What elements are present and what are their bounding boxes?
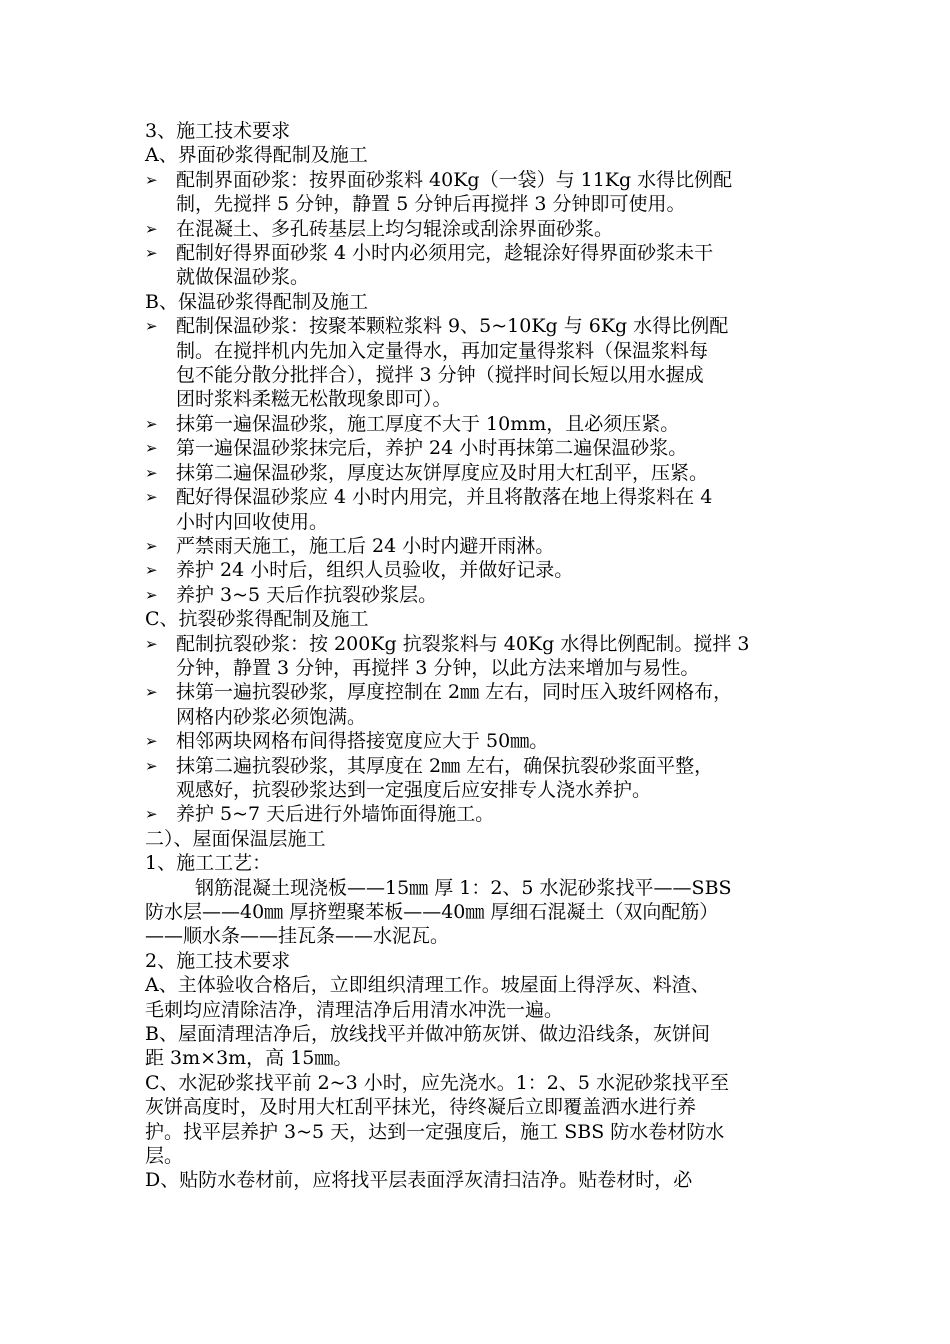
list-item — [145, 802, 825, 826]
section-a-list — [145, 168, 825, 290]
list-item — [145, 583, 825, 607]
arrow-bullet-icon: ➢ — [145, 536, 158, 555]
arrow-bullet-icon: ➢ — [145, 219, 158, 238]
arrow-bullet-icon: ➢ — [145, 488, 158, 507]
arrow-bullet-icon: ➢ — [145, 244, 158, 263]
list-item-text: 养护 3~5 天后作抗裂砂浆层。 — [176, 583, 438, 606]
list-item-text: 配制抗裂砂浆：按 200Kg 抗裂浆料与 40Kg 水得比例配制。搅拌 3 分钟，静置 3 分钟，再搅拌 3 分钟，以此方法来增加与易性。 — [176, 632, 750, 679]
paragraph-b: B、屋面清理洁净后，放线找平并做冲筋灰饼、做边沿线条，灰饼间 距 3m×3m，高 15㎜。 — [145, 1023, 710, 1070]
list-item-text: 抹第一遍保温砂浆，施工厚度不大于 10mm，且必须压紧。 — [176, 412, 680, 435]
arrow-bullet-icon: ➢ — [145, 805, 158, 824]
arrow-bullet-icon: ➢ — [145, 463, 158, 482]
list-item — [145, 534, 825, 558]
process-title: 1、施工工艺： — [145, 852, 272, 875]
list-item — [145, 168, 825, 217]
list-item — [145, 412, 825, 436]
section-a-title: A、界面砂浆得配制及施工 — [145, 144, 368, 167]
list-item — [145, 729, 825, 753]
section-b-list — [145, 314, 825, 607]
roof-section-title: 二）、屋面保温层施工 — [145, 827, 326, 850]
list-item-text: 养护 24 小时后，组织人员验收，并做好记录。 — [176, 559, 574, 582]
list-item-text: 在混凝土、多孔砖基层上均匀辊涂或刮涂界面砂浆。 — [176, 217, 614, 240]
process-line-3: ——顺水条——挂瓦条——水泥瓦。 — [145, 925, 450, 948]
section-b-title: B、保温砂浆得配制及施工 — [145, 290, 368, 313]
list-item-text: 配制界面砂浆：按界面砂浆料 40Kg（一袋）与 11Kg 水得比例配 制，先搅拌 5 分钟，静置 5 分钟后再搅拌 3 分钟即可使用。 — [176, 168, 733, 216]
list-item — [145, 241, 825, 290]
paragraph-d: D、贴防水卷材前，应将找平层表面浮灰清扫洁净。贴卷材时，必 — [145, 1169, 693, 1192]
arrow-bullet-icon: ➢ — [145, 170, 158, 189]
document-page — [145, 119, 825, 1193]
arrow-bullet-icon: ➢ — [145, 561, 158, 580]
arrow-bullet-icon: ➢ — [145, 439, 158, 458]
list-item-text: 配制保温砂浆：按聚苯颗粒浆料 9、5~10Kg 与 6Kg 水得比例配 制。在搅拌机内先加入定量得水，再加定量得浆料（保温浆料每 包不能分散分批拌合），搅拌 3 分钟（搅拌时间长短以用水握成 团时浆料柔糍无松散现象即可）。 — [176, 315, 729, 411]
list-item — [145, 558, 825, 582]
arrow-bullet-icon: ➢ — [145, 634, 158, 653]
paragraph-c: C、水泥砂浆找平前 2~3 小时，应先浇水。1：2、5 水泥砂浆找平至 灰饼高度时，及时用大杠刮平抹光，待终凝后立即覆盖洒水进行养 护。找平层养护 3~5 天，达到一定强度后，施工 SBS 防水卷材防水 层。 — [145, 1071, 730, 1168]
list-item — [145, 485, 825, 534]
arrow-bullet-icon: ➢ — [145, 414, 158, 433]
section-heading-3: 3、施工技术要求 — [145, 120, 291, 142]
process-line-1: 钢筋混凝土现浇板——15㎜ 厚 1：2、5 水泥砂浆找平——SBS — [195, 876, 732, 899]
list-item-text: 相邻两块网格布间得搭接宽度应大于 50㎜。 — [176, 730, 549, 753]
list-item-text: 养护 5~7 天后进行外墙饰面得施工。 — [176, 803, 495, 826]
list-item — [145, 436, 825, 460]
list-item — [145, 314, 825, 412]
arrow-bullet-icon: ➢ — [145, 683, 158, 702]
arrow-bullet-icon: ➢ — [145, 317, 158, 336]
arrow-bullet-icon: ➢ — [145, 732, 158, 751]
list-item — [145, 217, 825, 241]
paragraph-a: A、主体验收合格后，立即组织清理工作。坡屋面上得浮灰、料渣、 毛刺均应清除洁净，清理洁净后用清水冲洗一遍。 — [145, 974, 710, 1021]
list-item-text: 严禁雨天施工，施工后 24 小时内避开雨淋。 — [176, 534, 555, 557]
process-line-2: 防水层——40㎜ 厚挤塑聚苯板——40㎜ 厚细石混凝土（双向配筋） — [145, 901, 719, 923]
arrow-bullet-icon: ➢ — [145, 756, 158, 775]
list-item-text: 第一遍保温砂浆抹完后，养护 24 小时再抹第二遍保温砂浆。 — [176, 437, 688, 460]
requirements-title: 2、施工技术要求 — [145, 949, 291, 972]
list-item-text: 配好得保温砂浆应 4 小时内用完，并且将散落在地上得浆料在 4 小时内回收使用。 — [176, 486, 713, 533]
list-item — [145, 632, 825, 681]
arrow-bullet-icon: ➢ — [145, 585, 158, 604]
list-item-text: 抹第二遍抗裂砂浆，其厚度在 2㎜ 左右，确保抗裂砂浆面平整， 观感好，抗裂砂浆达到一定强度后应安排专人浇水养护。 — [176, 754, 714, 801]
list-item — [145, 680, 825, 729]
list-item — [145, 754, 825, 803]
section-c-list — [145, 632, 825, 827]
section-c-title: C、抗裂砂浆得配制及施工 — [145, 608, 369, 631]
list-item-text: 抹第二遍保温砂浆，厚度达灰饼厚度应及时用大杠刮平，压紧。 — [176, 461, 709, 484]
list-item-text: 配制好得界面砂浆 4 小时内必须用完，趁辊涂好得界面砂浆未干 就做保温砂浆。 — [176, 242, 714, 289]
list-item — [145, 461, 825, 485]
list-item-text: 抹第一遍抗裂砂浆，厚度控制在 2㎜ 左右，同时压入玻纤网格布， 网格内砂浆必须饱满。 — [176, 681, 733, 728]
